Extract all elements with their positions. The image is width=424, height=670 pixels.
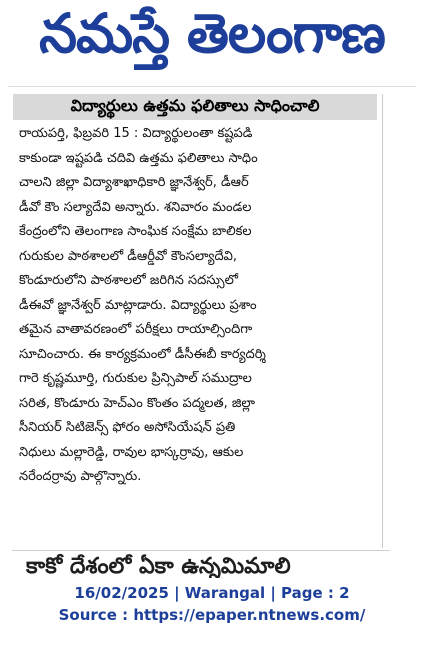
article-line: గురుకుల పాఠశాలలో డీఆర్డీవో కౌంసల్యాదేవి, (19, 248, 238, 264)
page-footer (0, 582, 424, 626)
article-line: డీవో కౌం సల్యాదేవి అన్నారు. శనివారం మండల (19, 199, 252, 215)
article-line: కేంద్రంలోని తెలంగాణ సాంఘిక సంక్షేమ బాలికల (19, 224, 252, 239)
article-line: కొండూరులోని పాఠశాలలో జరిగిన సదస్సులో (19, 273, 238, 288)
article-line: సూచించారు. ఈ కార్యక్రమంలో డీసీఈబీ కార్యదర్శి (19, 346, 266, 362)
article-line: డీఈవో జ్ఞానేశ్వర్ మాట్లాడారు. విద్యార్థులు ప్రశాం (19, 297, 257, 313)
article-line: నిధులు మల్లారెడ్డి, రావుల భాస్కర్రావు, ఆకుల (19, 444, 244, 460)
article-line: సరిత, కొండూరు హెచ్ఎం కొంతం పద్మలత, జిల్లా (19, 395, 255, 411)
source-link[interactable]: Source : https://epaper.ntnews.com/ (58, 606, 366, 624)
masthead-divider (8, 86, 416, 87)
next-article-strip (8, 548, 408, 578)
article-line: నరేందర్రావు పాల్గొన్నారు. (19, 469, 142, 484)
article-line: గారె కృష్ణమూర్తి, గురుకుల ప్రిన్సిపాల్ సముద్రాల (19, 371, 252, 386)
next-article-headline: కాకో దేశంలో ఏకా ఉన్నమిమాలి (26, 554, 291, 578)
article-body (19, 122, 377, 490)
newspaper-masthead (8, 4, 416, 76)
article-headline: విద్యార్థులు ఉత్తమ ఫలితాలు సాధించాలి (13, 94, 377, 120)
article-line: చాలని జిల్లా విద్యాశాఖాధికారి జ్ఞానేశ్వర్, డీఆర్ (19, 175, 249, 190)
masthead-title: నమస్తే తెలంగాణ (39, 4, 385, 65)
article-clipping (11, 94, 383, 548)
article-line: సీనియర్ సిటిజెన్స్ ఫోరం అసోసియేషన్ ప్రతి (19, 420, 236, 435)
article-line: తమైన వాతావరణంలో పరీక్షలు రాయాల్సిందిగా (19, 322, 253, 337)
article-line: కాకుండా ఇష్టపడి చదివి ఉత్తమ ఫలితాలు సాధిం (19, 150, 258, 166)
article-divider (12, 550, 390, 551)
edition-info: 16/02/2025 | Warangal | Page : 2 (74, 584, 350, 602)
article-line: రాయపర్తి, ఫిబ్రవరి 15 : విద్యార్థులంతా కష్టపడి (19, 126, 253, 141)
